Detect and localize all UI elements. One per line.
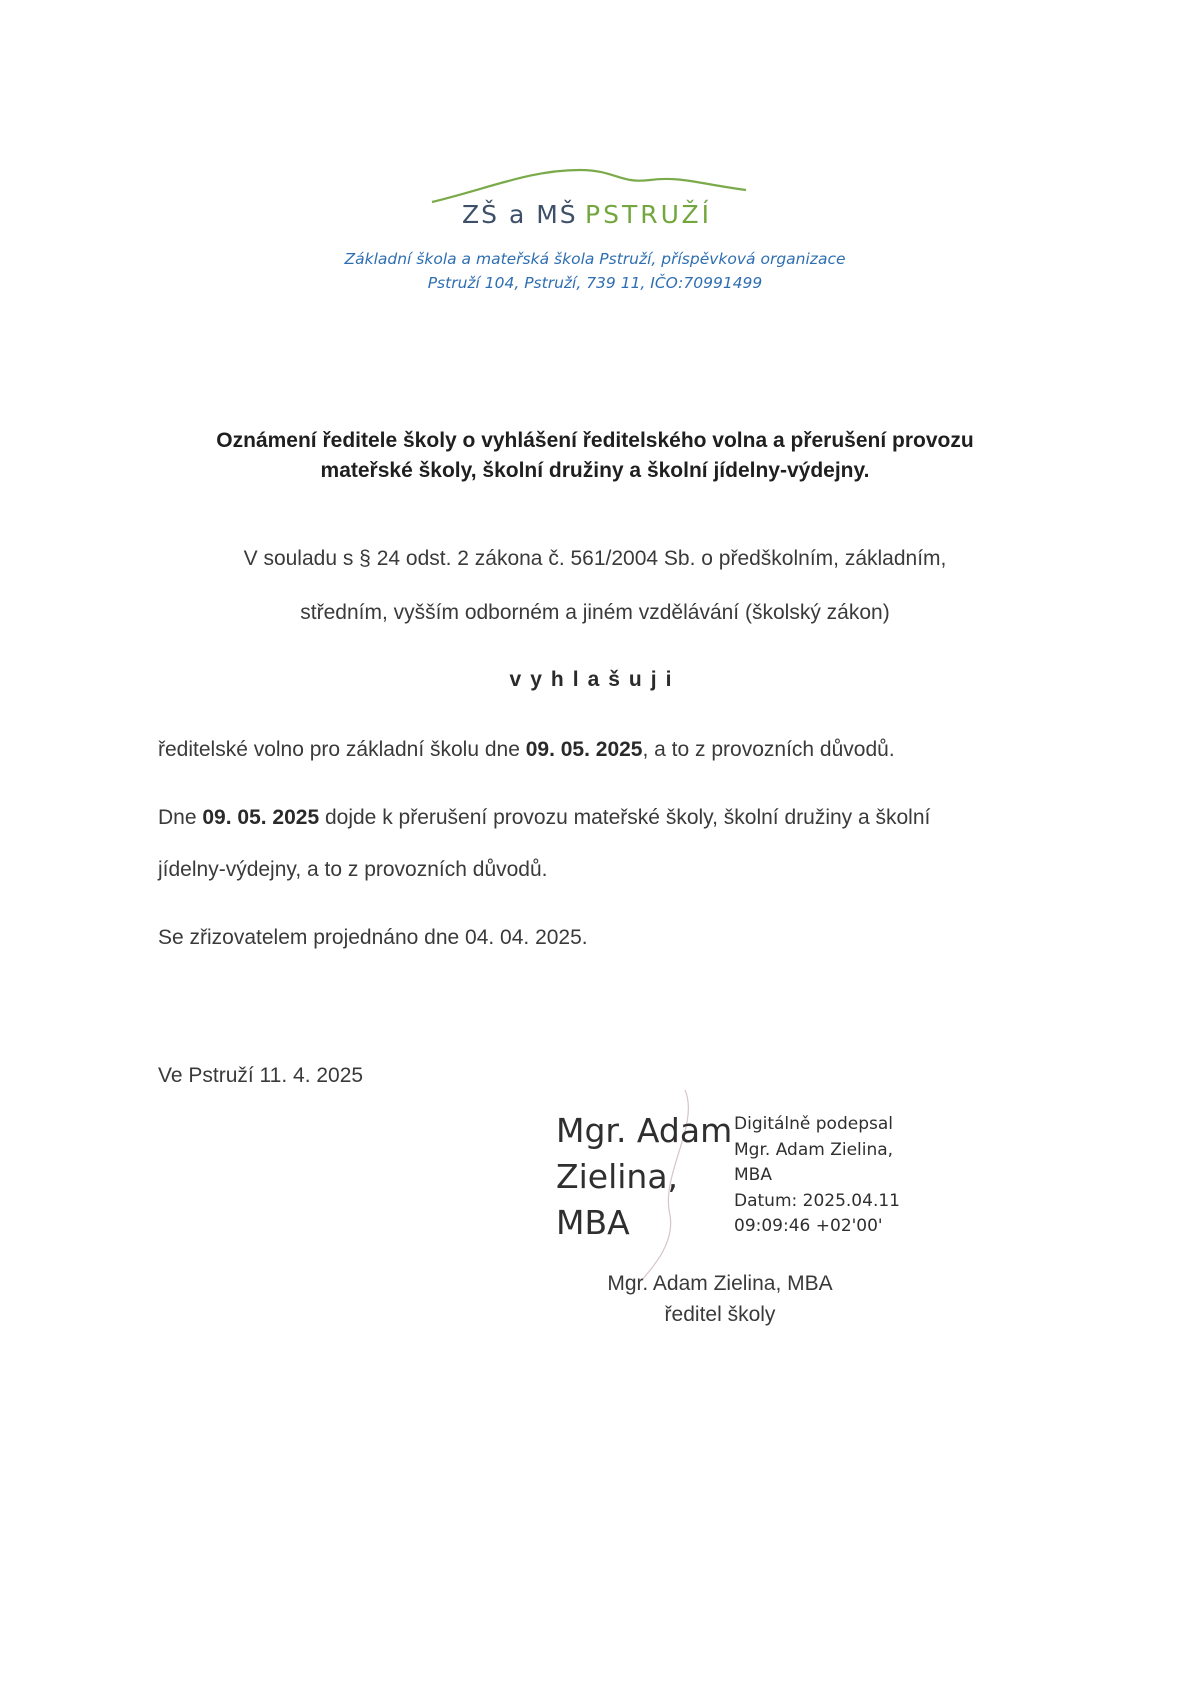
logo-text-zs: ZŠ a MŠ (462, 200, 578, 229)
document-title-line-2: mateřské školy, školní družiny a školní jídelny-výdejny. (320, 459, 870, 482)
school-name-line: Základní škola a mateřská škola Pstruží, příspěvková organizace (344, 250, 846, 268)
signature-meta-name: Mgr. Adam Zielina, (734, 1140, 894, 1160)
paragraph-interruption-line-2: jídelny-výdejny, a to z provozních důvodů. (158, 858, 548, 881)
signature-name-line-3: MBA (556, 1203, 630, 1242)
signature-meta-title: MBA (734, 1165, 772, 1185)
legal-basis-line-1: V souladu s § 24 odst. 2 zákona č. 561/2004 Sb. o předškolním, základním, (243, 547, 947, 570)
document-title-line-1: Oznámení ředitele školy o vyhlášení ředitelského volna a přerušení provozu (216, 429, 974, 452)
signer-role: ředitel školy (664, 1303, 776, 1326)
signer-name: Mgr. Adam Zielina, MBA (607, 1272, 833, 1295)
signature-name-line-2: Zielina, (556, 1157, 679, 1196)
logo-text-pstruzi: PSTRUŽÍ (585, 200, 712, 229)
place-and-date: Ve Pstruží 11. 4. 2025 (158, 1064, 364, 1087)
signature-name-line-1: Mgr. Adam (556, 1111, 733, 1150)
signature-meta-date: Datum: 2025.04.11 (734, 1191, 900, 1211)
paragraph-directors-leave: ředitelské volno pro základní školu dne 09. 05. 2025, a to z provozních důvodů. (158, 738, 895, 761)
paragraph-interruption: Dne 09. 05. 2025 dojde k přerušení provozu mateřské školy, školní družiny a školní (158, 806, 931, 829)
paragraph-founder-consultation: Se zřizovatelem projednáno dne 04. 04. 2025. (158, 926, 588, 949)
school-address-line: Pstruží 104, Pstruží, 739 11, IČO:70991499 (427, 274, 763, 292)
declaration-word: vyhlašuji (509, 668, 681, 691)
signature-meta-time: 09:09:46 +02'00' (734, 1216, 883, 1236)
legal-basis-line-2: středním, vyšším odborném a jiném vzdělávání (školský zákon) (300, 601, 890, 624)
signature-meta-signed-by: Digitálně podepsal (734, 1114, 894, 1134)
